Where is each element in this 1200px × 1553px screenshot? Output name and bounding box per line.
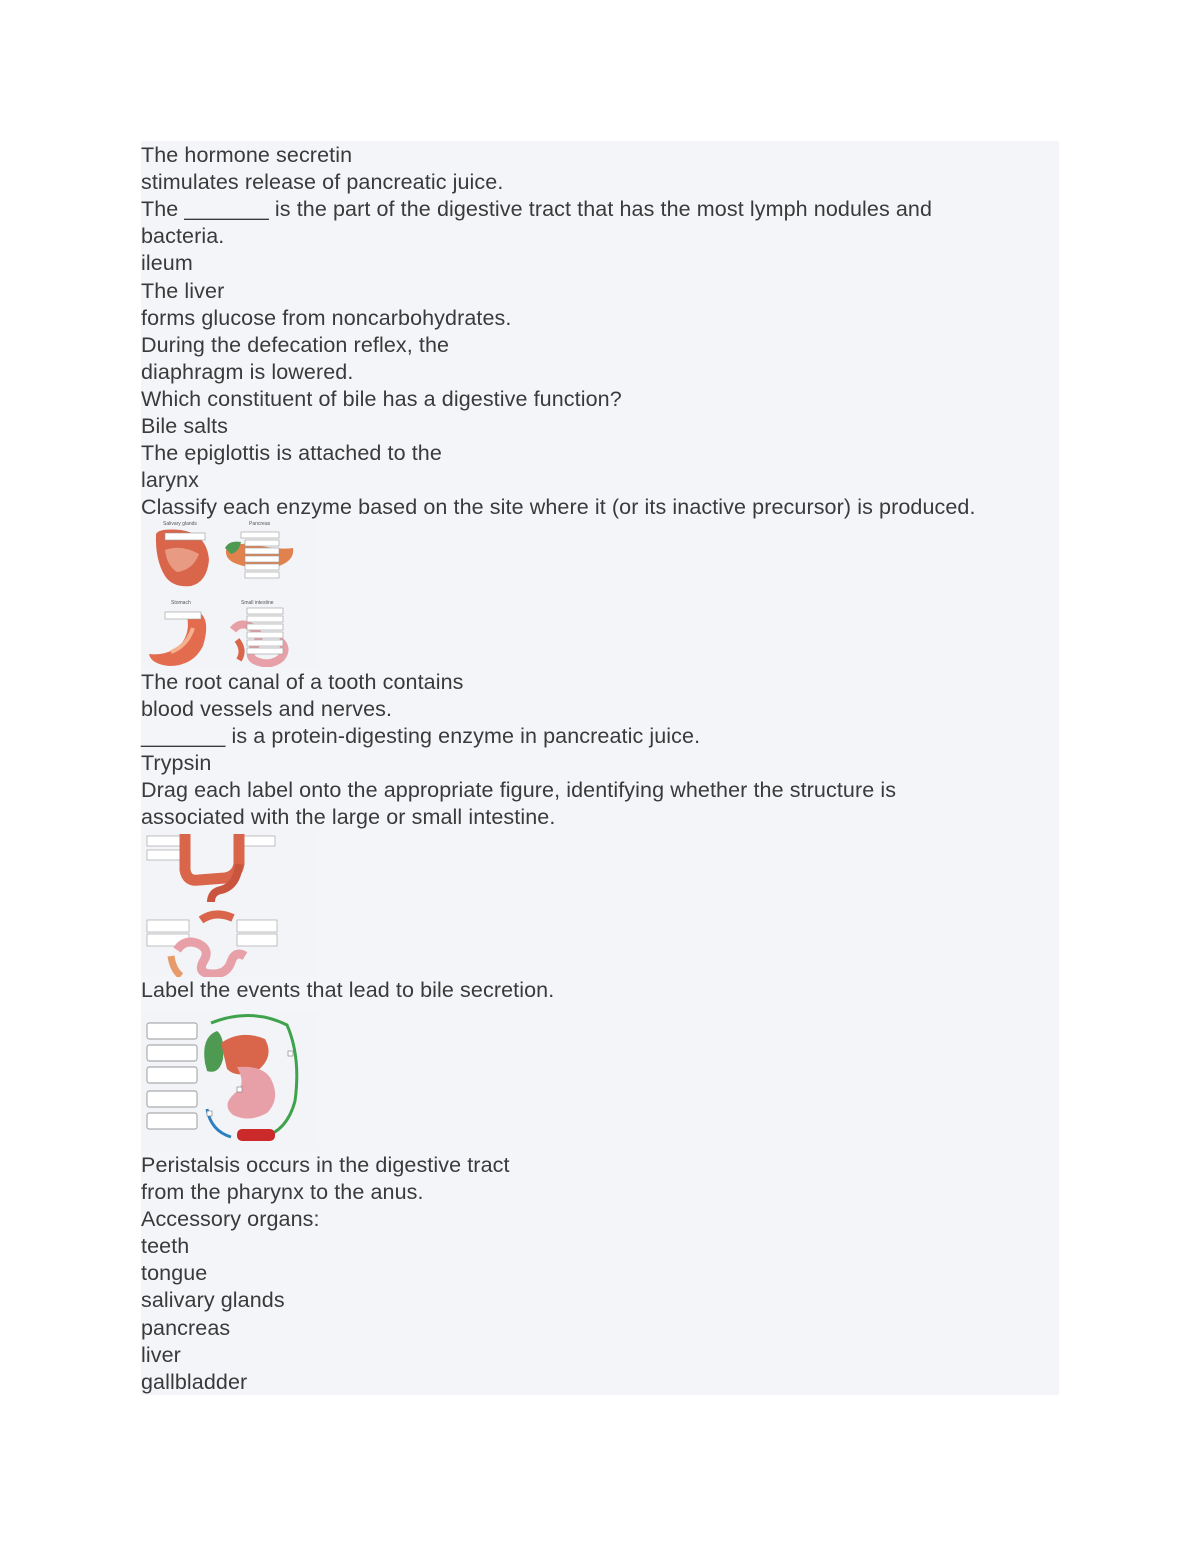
text-line: The root canal of a tooth contains	[141, 670, 464, 694]
text-line: larynx	[141, 468, 199, 492]
text-line: During the defecation reflex, the	[141, 333, 450, 357]
text-line: pancreas	[141, 1316, 231, 1340]
intestine-labeling-figure	[141, 830, 318, 977]
text-line: Trypsin	[141, 751, 212, 775]
text-line: associated with the large or small intestine.	[141, 805, 556, 829]
text-line: Drag each label onto the appropriate figure, identifying whether the structure is	[141, 778, 897, 802]
text-line: blood vessels and nerves.	[141, 697, 393, 721]
text-line: Peristalsis occurs in the digestive tract	[141, 1153, 510, 1177]
blood-vessel-illustration	[237, 1129, 275, 1141]
text-line: The _______ is the part of the digestive tract that has the most lymph nodules and	[141, 197, 933, 221]
text-line: bacteria.	[141, 224, 225, 248]
panel-label-stomach: Stomach	[171, 600, 191, 606]
small-intestine-illustration	[201, 914, 233, 920]
text-line: liver	[141, 1343, 181, 1367]
gallbladder-illustration	[204, 1031, 223, 1072]
text-line: tongue	[141, 1261, 208, 1285]
text-line: diaphragm is lowered.	[141, 360, 354, 384]
panel-label-pancreas: Pancreas	[249, 521, 271, 527]
enzyme-classification-figure	[141, 520, 318, 667]
text-line: teeth	[141, 1234, 190, 1258]
text-line: Accessory organs:	[141, 1207, 320, 1231]
text-line: ileum	[141, 251, 193, 275]
text-line: Which constituent of bile has a digestive function?	[141, 387, 622, 411]
text-line: The liver	[141, 279, 225, 303]
text-line: Classify each enzyme based on the site where it (or its inactive precursor) is produced.	[141, 495, 976, 519]
text-line: _______ is a protein-digesting enzyme in pancreatic juice.	[141, 724, 701, 748]
panel-label-small-intestine: Small intestine	[241, 600, 274, 606]
text-line: from the pharynx to the anus.	[141, 1180, 424, 1204]
text-line: salivary glands	[141, 1288, 285, 1312]
panel-label-salivary: Salivary glands	[163, 521, 197, 527]
text-line: gallbladder	[141, 1370, 248, 1394]
text-line: Bile salts	[141, 414, 229, 438]
stomach-illustration	[149, 612, 206, 666]
large-intestine-illustration	[185, 834, 239, 880]
bile-secretion-figure	[141, 1013, 318, 1151]
text-line: The epiglottis is attached to the	[141, 441, 442, 465]
label-boxes	[147, 1023, 197, 1129]
text-line: forms glucose from noncarbohydrates.	[141, 306, 512, 330]
text-line: The hormone secretin	[141, 143, 353, 167]
text-line: stimulates release of pancreatic juice.	[141, 170, 504, 194]
text-line: Label the events that lead to bile secretion.	[141, 978, 555, 1002]
document-content	[141, 141, 1059, 1395]
duodenum-illustration	[227, 1067, 275, 1119]
